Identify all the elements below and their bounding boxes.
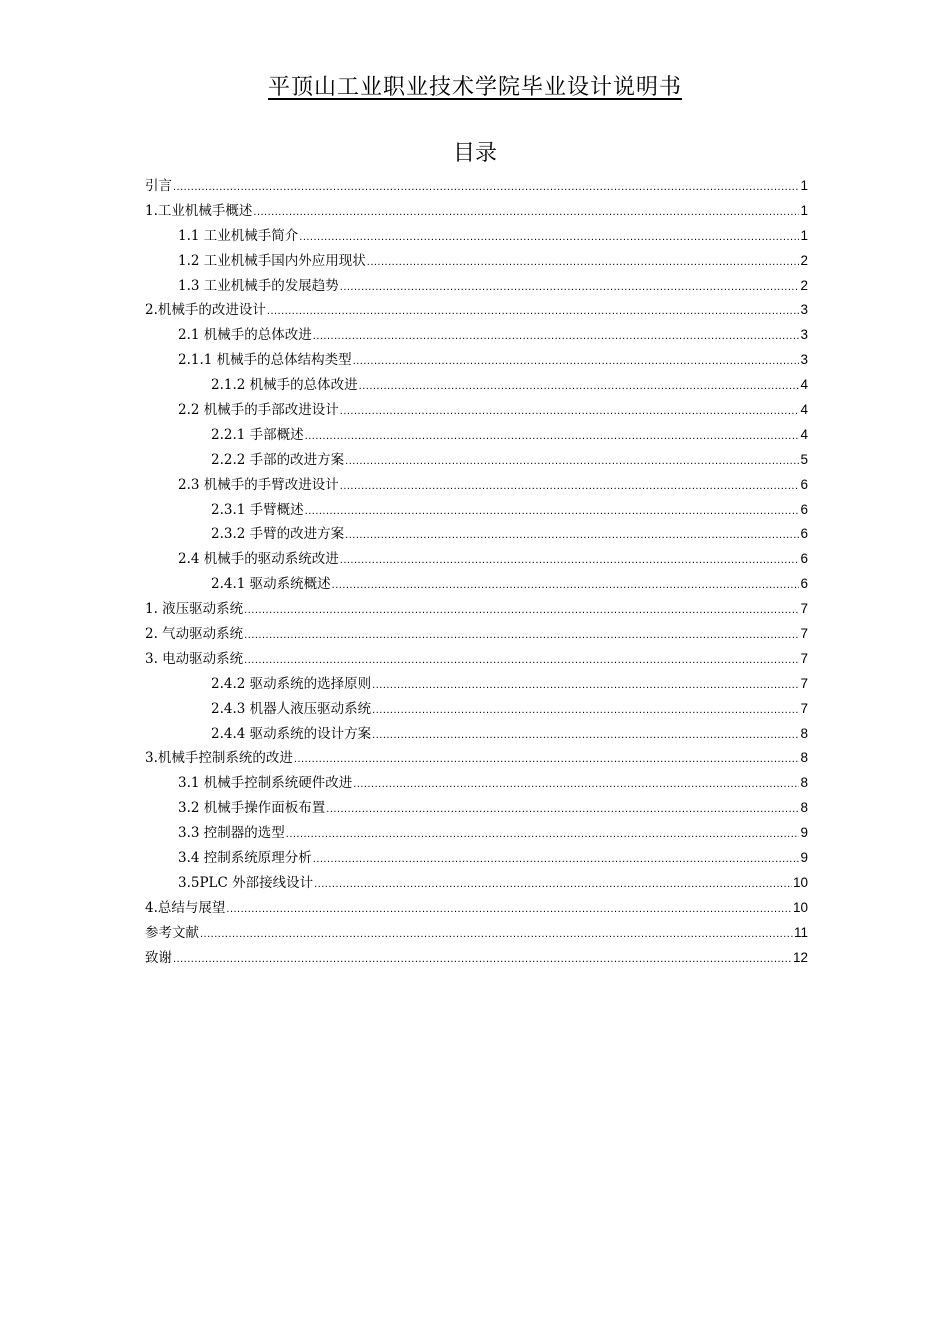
toc-entry-label: 参考文献 — [145, 924, 199, 941]
toc-entry-label: 1.2 工业机械手国内外应用现状 — [178, 252, 366, 269]
toc-leader-dots — [267, 299, 800, 324]
toc-leader-dots — [226, 897, 792, 922]
toc-entry-page: 8 — [800, 750, 808, 766]
toc-entry-label: 2.2.2 手部的改进方案 — [211, 451, 345, 468]
toc-leader-dots — [244, 648, 799, 673]
toc-entry[interactable] — [145, 746, 808, 771]
toc-entry-page: 4 — [800, 377, 808, 393]
toc-leader-dots — [286, 822, 800, 847]
toc-entry-page: 2 — [800, 252, 808, 268]
toc-entry[interactable] — [145, 771, 808, 796]
toc-leader-dots — [253, 200, 799, 225]
toc-entry-label: 2.3 机械手的手臂改进设计 — [178, 476, 339, 493]
toc-entry-page: 6 — [800, 501, 808, 517]
toc-leader-dots — [353, 772, 799, 797]
toc-leader-dots — [173, 175, 799, 200]
toc-entry-label: 4.总结与展望 — [145, 899, 226, 916]
toc-entry[interactable] — [145, 871, 808, 896]
toc-entry-label: 3.1 机械手控制系统硬件改进 — [178, 775, 353, 792]
toc-leader-dots — [173, 947, 792, 972]
toc-entry[interactable] — [145, 821, 808, 846]
toc-leader-dots — [372, 698, 799, 723]
toc-entry-label: 2.1 机械手的总体改进 — [178, 327, 312, 344]
toc-entry-page: 7 — [800, 650, 808, 666]
toc-entry[interactable] — [145, 547, 808, 572]
toc-entry-page: 10 — [792, 874, 808, 890]
toc-entry-label: 2.1.2 机械手的总体改进 — [211, 377, 358, 394]
toc-entry[interactable] — [145, 572, 808, 597]
toc-entry-label: 2.4.4 驱动系统的设计方案 — [211, 725, 372, 742]
toc-entry[interactable] — [145, 448, 808, 473]
toc-entry-label: 3.3 控制器的选型 — [178, 825, 285, 842]
toc-entry-page: 10 — [792, 899, 808, 915]
toc-entry[interactable] — [145, 697, 808, 722]
toc-entry[interactable] — [145, 622, 808, 647]
toc-leader-dots — [372, 723, 799, 748]
toc-entry[interactable] — [145, 224, 808, 249]
toc-entry-label: 1.3 工业机械手的发展趋势 — [178, 277, 339, 294]
toc-entry[interactable] — [145, 398, 808, 423]
toc-entry-page: 6 — [800, 526, 808, 542]
toc-leader-dots — [305, 499, 800, 524]
toc-entry-label: 1.1 工业机械手简介 — [178, 227, 299, 244]
toc-entry-label: 2.2.1 手部概述 — [211, 426, 304, 443]
toc-leader-dots — [372, 673, 799, 698]
toc-entry[interactable] — [145, 274, 808, 299]
toc-leader-dots — [314, 872, 792, 897]
toc-entry[interactable] — [145, 796, 808, 821]
toc-leader-dots — [345, 523, 799, 548]
toc-entry-page: 1 — [800, 202, 808, 218]
toc-entry[interactable] — [145, 423, 808, 448]
toc-entry-label: 致谢 — [145, 949, 172, 966]
toc-entry[interactable] — [145, 249, 808, 274]
toc-entry-label: 2.4.2 驱动系统的选择原则 — [211, 675, 372, 692]
toc-leader-dots — [340, 474, 800, 499]
toc-entry[interactable] — [145, 722, 808, 747]
toc-entry-label: 2.3.2 手臂的改进方案 — [211, 526, 345, 543]
toc-entry[interactable] — [145, 373, 808, 398]
toc-entry-page: 3 — [800, 352, 808, 368]
toc-entry-label: 3.4 控制系统原理分析 — [178, 850, 312, 867]
toc-entry[interactable] — [145, 522, 808, 547]
toc-entry[interactable] — [145, 473, 808, 498]
toc-entry[interactable] — [145, 896, 808, 921]
toc-title: 目录 — [452, 141, 497, 166]
toc-entry-page: 6 — [800, 551, 808, 567]
toc-entry[interactable] — [145, 348, 808, 373]
toc-leader-dots — [313, 324, 800, 349]
toc-entry-label: 2.4.3 机器人液压驱动系统 — [211, 700, 372, 717]
toc-leader-dots — [332, 573, 800, 598]
toc-entry-page: 8 — [800, 800, 808, 816]
toc-entry-label: 3.机械手控制系统的改进 — [145, 750, 293, 767]
toc-entry-page: 7 — [800, 675, 808, 691]
header-title-text: 平顶山工业职业技术学院毕业设计说明书 — [267, 75, 682, 100]
toc-entry-page: 7 — [800, 601, 808, 617]
toc-entry-label: 2.2 机械手的手部改进设计 — [178, 402, 339, 419]
toc-leader-dots — [353, 349, 800, 374]
toc-leader-dots — [313, 847, 800, 872]
toc-entry-page: 1 — [800, 178, 808, 193]
toc-leader-dots — [244, 598, 799, 623]
toc-entry-label: 引言 — [145, 178, 172, 194]
toc-entry-label: 3. 电动驱动系统 — [145, 650, 244, 667]
toc-entry-page: 8 — [800, 725, 808, 741]
toc-entry-page: 1 — [800, 227, 808, 243]
toc-entry-page: 7 — [800, 626, 808, 642]
toc-entry-page: 12 — [792, 949, 808, 965]
toc-entry-page: 6 — [800, 576, 808, 592]
toc-entry-page: 7 — [800, 700, 808, 716]
toc-entry-label: 2.4.1 驱动系统概述 — [211, 576, 331, 593]
toc-leader-dots — [345, 449, 799, 474]
toc-entry-label: 2.机械手的改进设计 — [145, 302, 266, 319]
toc-entry[interactable] — [145, 323, 808, 348]
toc-entry[interactable] — [145, 498, 808, 523]
toc-entry-page: 4 — [800, 426, 808, 442]
toc-entry[interactable] — [145, 946, 808, 971]
toc-entry-page: 9 — [800, 850, 808, 866]
toc-leader-dots — [299, 225, 799, 250]
toc-entry-label: 3.2 机械手操作面板布置 — [178, 800, 326, 817]
toc-entry-label: 2.4 机械手的驱动系统改进 — [178, 551, 339, 568]
toc-entry[interactable] — [145, 298, 808, 323]
toc-leader-dots — [326, 797, 799, 822]
toc-entry-page: 11 — [793, 924, 808, 940]
toc-entry[interactable] — [145, 647, 808, 672]
toc-entry-page: 9 — [800, 825, 808, 841]
toc-leader-dots — [367, 250, 800, 275]
toc-entry[interactable] — [145, 672, 808, 697]
toc-leader-dots — [200, 922, 793, 947]
toc-leader-dots — [340, 399, 800, 424]
toc-entry-page: 3 — [800, 327, 808, 343]
toc-entry-page: 4 — [800, 402, 808, 418]
toc-entry[interactable] — [145, 921, 808, 946]
table-of-contents — [145, 174, 808, 971]
toc-entry-label: 2.1.1 机械手的总体结构类型 — [178, 352, 352, 369]
toc-leader-dots — [244, 623, 799, 648]
toc-entry[interactable] — [145, 199, 808, 224]
toc-leader-dots — [305, 424, 800, 449]
toc-entry-page: 5 — [800, 451, 808, 467]
toc-entry[interactable] — [145, 846, 808, 871]
toc-leader-dots — [359, 374, 800, 399]
toc-entry[interactable] — [145, 597, 808, 622]
toc-leader-dots — [340, 275, 800, 300]
toc-entry-label: 2. 气动驱动系统 — [145, 626, 244, 643]
toc-entry-page: 6 — [800, 476, 808, 492]
toc-entry-page: 3 — [800, 302, 808, 318]
toc-entry[interactable] — [145, 174, 808, 199]
header-title — [0, 70, 950, 101]
toc-entry-page: 2 — [800, 277, 808, 293]
toc-entry-label: 1.工业机械手概述 — [145, 202, 253, 219]
toc-leader-dots — [294, 747, 800, 772]
toc-entry-label: 2.3.1 手臂概述 — [211, 501, 304, 518]
toc-entry-label: 1. 液压驱动系统 — [145, 601, 244, 618]
toc-entry-label: 3.5PLC 外部接线设计 — [178, 874, 314, 891]
toc-leader-dots — [340, 548, 800, 573]
toc-entry-page: 8 — [800, 775, 808, 791]
